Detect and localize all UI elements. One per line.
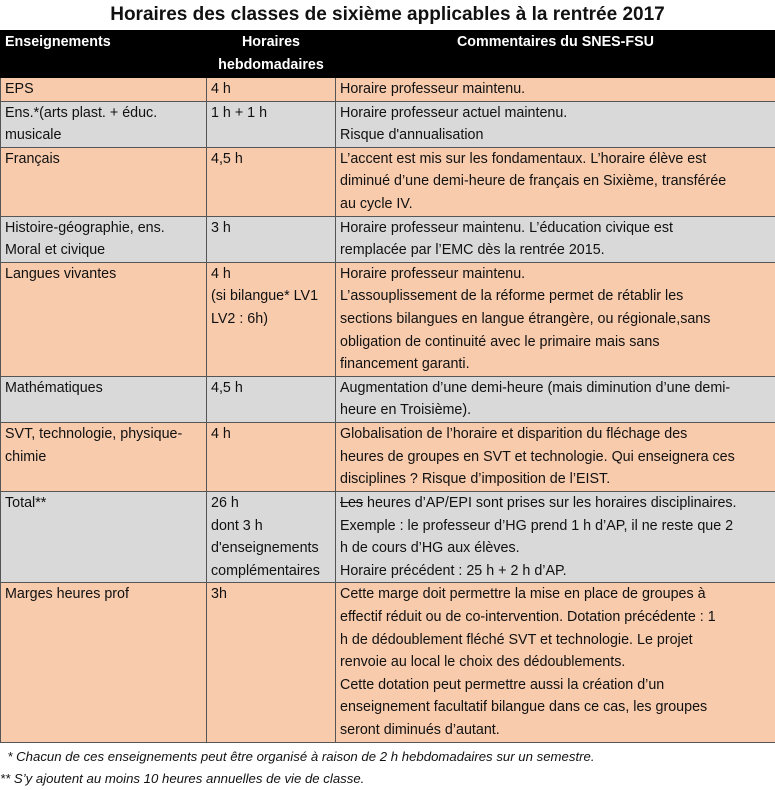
subject-cell bbox=[1, 262, 207, 376]
comment-line: Horaire professeur maintenu. bbox=[340, 263, 771, 286]
table-row bbox=[1, 147, 775, 216]
footnotes bbox=[0, 743, 775, 790]
footnote-2: ** S’y ajoutent au moins 10 heures annuelles de vie de classe. bbox=[0, 768, 775, 790]
hours-cell bbox=[207, 376, 336, 422]
hours-line: 26 h bbox=[211, 492, 331, 515]
comment-cell bbox=[336, 147, 775, 216]
hours-cell bbox=[207, 262, 336, 376]
comment-line: Augmentation d’une demi-heure (mais diminution d’une demi- bbox=[340, 377, 771, 400]
header-hours bbox=[207, 31, 336, 78]
table-header-row bbox=[1, 31, 775, 78]
subject-line: musicale bbox=[5, 124, 202, 147]
subject-line: Marges heures prof bbox=[5, 583, 202, 606]
comment-line: remplacée par l’EMC dès la rentrée 2015. bbox=[340, 239, 771, 262]
comment-cell bbox=[336, 216, 775, 262]
subject-cell bbox=[1, 491, 207, 582]
comment-line: disciplines ? Risque d’imposition de l’EIST. bbox=[340, 468, 771, 491]
comment-line: financement garanti. bbox=[340, 353, 771, 376]
header-hours-line1: Horaires bbox=[211, 31, 331, 54]
comment-line: Exemple : le professeur d’HG prend 1 h d’AP, il ne reste que 2 bbox=[340, 515, 771, 538]
hours-line: 3h bbox=[211, 583, 331, 606]
table-row bbox=[1, 422, 775, 491]
subject-cell bbox=[1, 376, 207, 422]
subject-cell bbox=[1, 422, 207, 491]
table-row bbox=[1, 376, 775, 422]
comment-cell bbox=[336, 422, 775, 491]
comment-line: heure en Troisième). bbox=[340, 399, 771, 422]
subject-cell bbox=[1, 583, 207, 743]
comment-cell bbox=[336, 376, 775, 422]
comment-line: Risque d'annualisation bbox=[340, 124, 771, 147]
hours-line: LV2 : 6h) bbox=[211, 308, 331, 331]
subject-cell bbox=[1, 147, 207, 216]
comment-line: enseignement facultatif bilangue dans ce cas, les groupes bbox=[340, 696, 771, 719]
hours-cell bbox=[207, 147, 336, 216]
comment-line: Cette dotation peut permettre aussi la création d’un bbox=[340, 674, 771, 697]
hours-line: 3 h bbox=[211, 217, 331, 240]
hours-line: dont 3 h bbox=[211, 515, 331, 538]
header-comments: Commentaires du SNES-FSU bbox=[336, 31, 775, 78]
footnote-1: * Chacun de ces enseignements peut être organisé à raison de 2 h hebdomadaires sur un semestre. bbox=[0, 746, 775, 768]
comment-line: obligation de continuité avec le primaire mais sans bbox=[340, 331, 771, 354]
hours-cell bbox=[207, 491, 336, 582]
table-row bbox=[1, 583, 775, 743]
comment-line: au cycle IV. bbox=[340, 193, 771, 216]
comment-cell bbox=[336, 583, 775, 743]
comment-line: heures de groupes en SVT et technologie. Qui enseignera ces bbox=[340, 446, 771, 469]
comment-line: Horaire précédent : 25 h + 2 h d’AP. bbox=[340, 560, 771, 583]
hours-cell bbox=[207, 583, 336, 743]
comment-cell bbox=[336, 78, 775, 102]
subject-line: Français bbox=[5, 148, 202, 171]
comment-line: L’accent est mis sur les fondamentaux. L’horaire élève est bbox=[340, 148, 771, 171]
hours-line: 1 h + 1 h bbox=[211, 102, 331, 125]
comment-line: Cette marge doit permettre la mise en place de groupes à bbox=[340, 583, 771, 606]
subject-line: Langues vivantes bbox=[5, 263, 202, 286]
comment-line: h de dédoublement fléché SVT et technologie. Le projet bbox=[340, 629, 771, 652]
hours-line: (si bilangue* LV1 bbox=[211, 285, 331, 308]
subject-line: Total** bbox=[5, 492, 202, 515]
hours-cell bbox=[207, 101, 336, 147]
hours-line: d'enseignements bbox=[211, 537, 331, 560]
hours-cell bbox=[207, 422, 336, 491]
subject-line: Histoire-géographie, ens. bbox=[5, 217, 202, 240]
table-row bbox=[1, 78, 775, 102]
hours-line: complémentaires bbox=[211, 560, 331, 583]
schedule-table bbox=[0, 30, 775, 743]
table-row bbox=[1, 262, 775, 376]
hours-cell bbox=[207, 78, 336, 102]
subject-cell bbox=[1, 101, 207, 147]
comment-line: Horaire professeur maintenu. L’éducation civique est bbox=[340, 217, 771, 240]
hours-line: 4 h bbox=[211, 263, 331, 286]
comment-line: h de cours d’HG aux élèves. bbox=[340, 537, 771, 560]
comment-line: Les heures d’AP/EPI sont prises sur les horaires disciplinaires. bbox=[340, 492, 771, 515]
subject-cell bbox=[1, 216, 207, 262]
comment-cell bbox=[336, 491, 775, 582]
subject-line: Ens.*(arts plast. + éduc. bbox=[5, 102, 202, 125]
subject-line: Mathématiques bbox=[5, 377, 202, 400]
page-title: Horaires des classes de sixième applicables à la rentrée 2017 bbox=[0, 0, 775, 30]
subject-cell bbox=[1, 78, 207, 102]
subject-line: SVT, technologie, physique- bbox=[5, 423, 202, 446]
hours-line: 4 h bbox=[211, 423, 331, 446]
comment-line: Horaire professeur maintenu. bbox=[340, 78, 771, 101]
subject-line: Moral et civique bbox=[5, 239, 202, 262]
table-row bbox=[1, 491, 775, 582]
hours-line: 4,5 h bbox=[211, 148, 331, 171]
comment-line: diminué d’une demi-heure de français en Sixième, transférée bbox=[340, 170, 771, 193]
header-subjects: Enseignements bbox=[1, 31, 207, 78]
table-row bbox=[1, 216, 775, 262]
comment-line: L’assouplissement de la réforme permet de rétablir les bbox=[340, 285, 771, 308]
comment-line: effectif réduit ou de co-intervention. Dotation précédente : 1 bbox=[340, 606, 771, 629]
subject-line: chimie bbox=[5, 446, 202, 469]
subject-line: EPS bbox=[5, 78, 202, 101]
comment-cell bbox=[336, 101, 775, 147]
comment-line: Globalisation de l’horaire et disparition du fléchage des bbox=[340, 423, 771, 446]
comment-line: seront diminués d’autant. bbox=[340, 719, 771, 742]
hours-cell bbox=[207, 216, 336, 262]
comment-line: Horaire professeur actuel maintenu. bbox=[340, 102, 771, 125]
table-row bbox=[1, 101, 775, 147]
header-hours-line2: hebdomadaires bbox=[211, 54, 331, 77]
hours-line: 4 h bbox=[211, 78, 331, 101]
hours-line: 4,5 h bbox=[211, 377, 331, 400]
comment-line: renvoie au local le choix des dédoublements. bbox=[340, 651, 771, 674]
comment-line: sections bilangues en langue étrangère, ou régionale,sans bbox=[340, 308, 771, 331]
comment-cell bbox=[336, 262, 775, 376]
